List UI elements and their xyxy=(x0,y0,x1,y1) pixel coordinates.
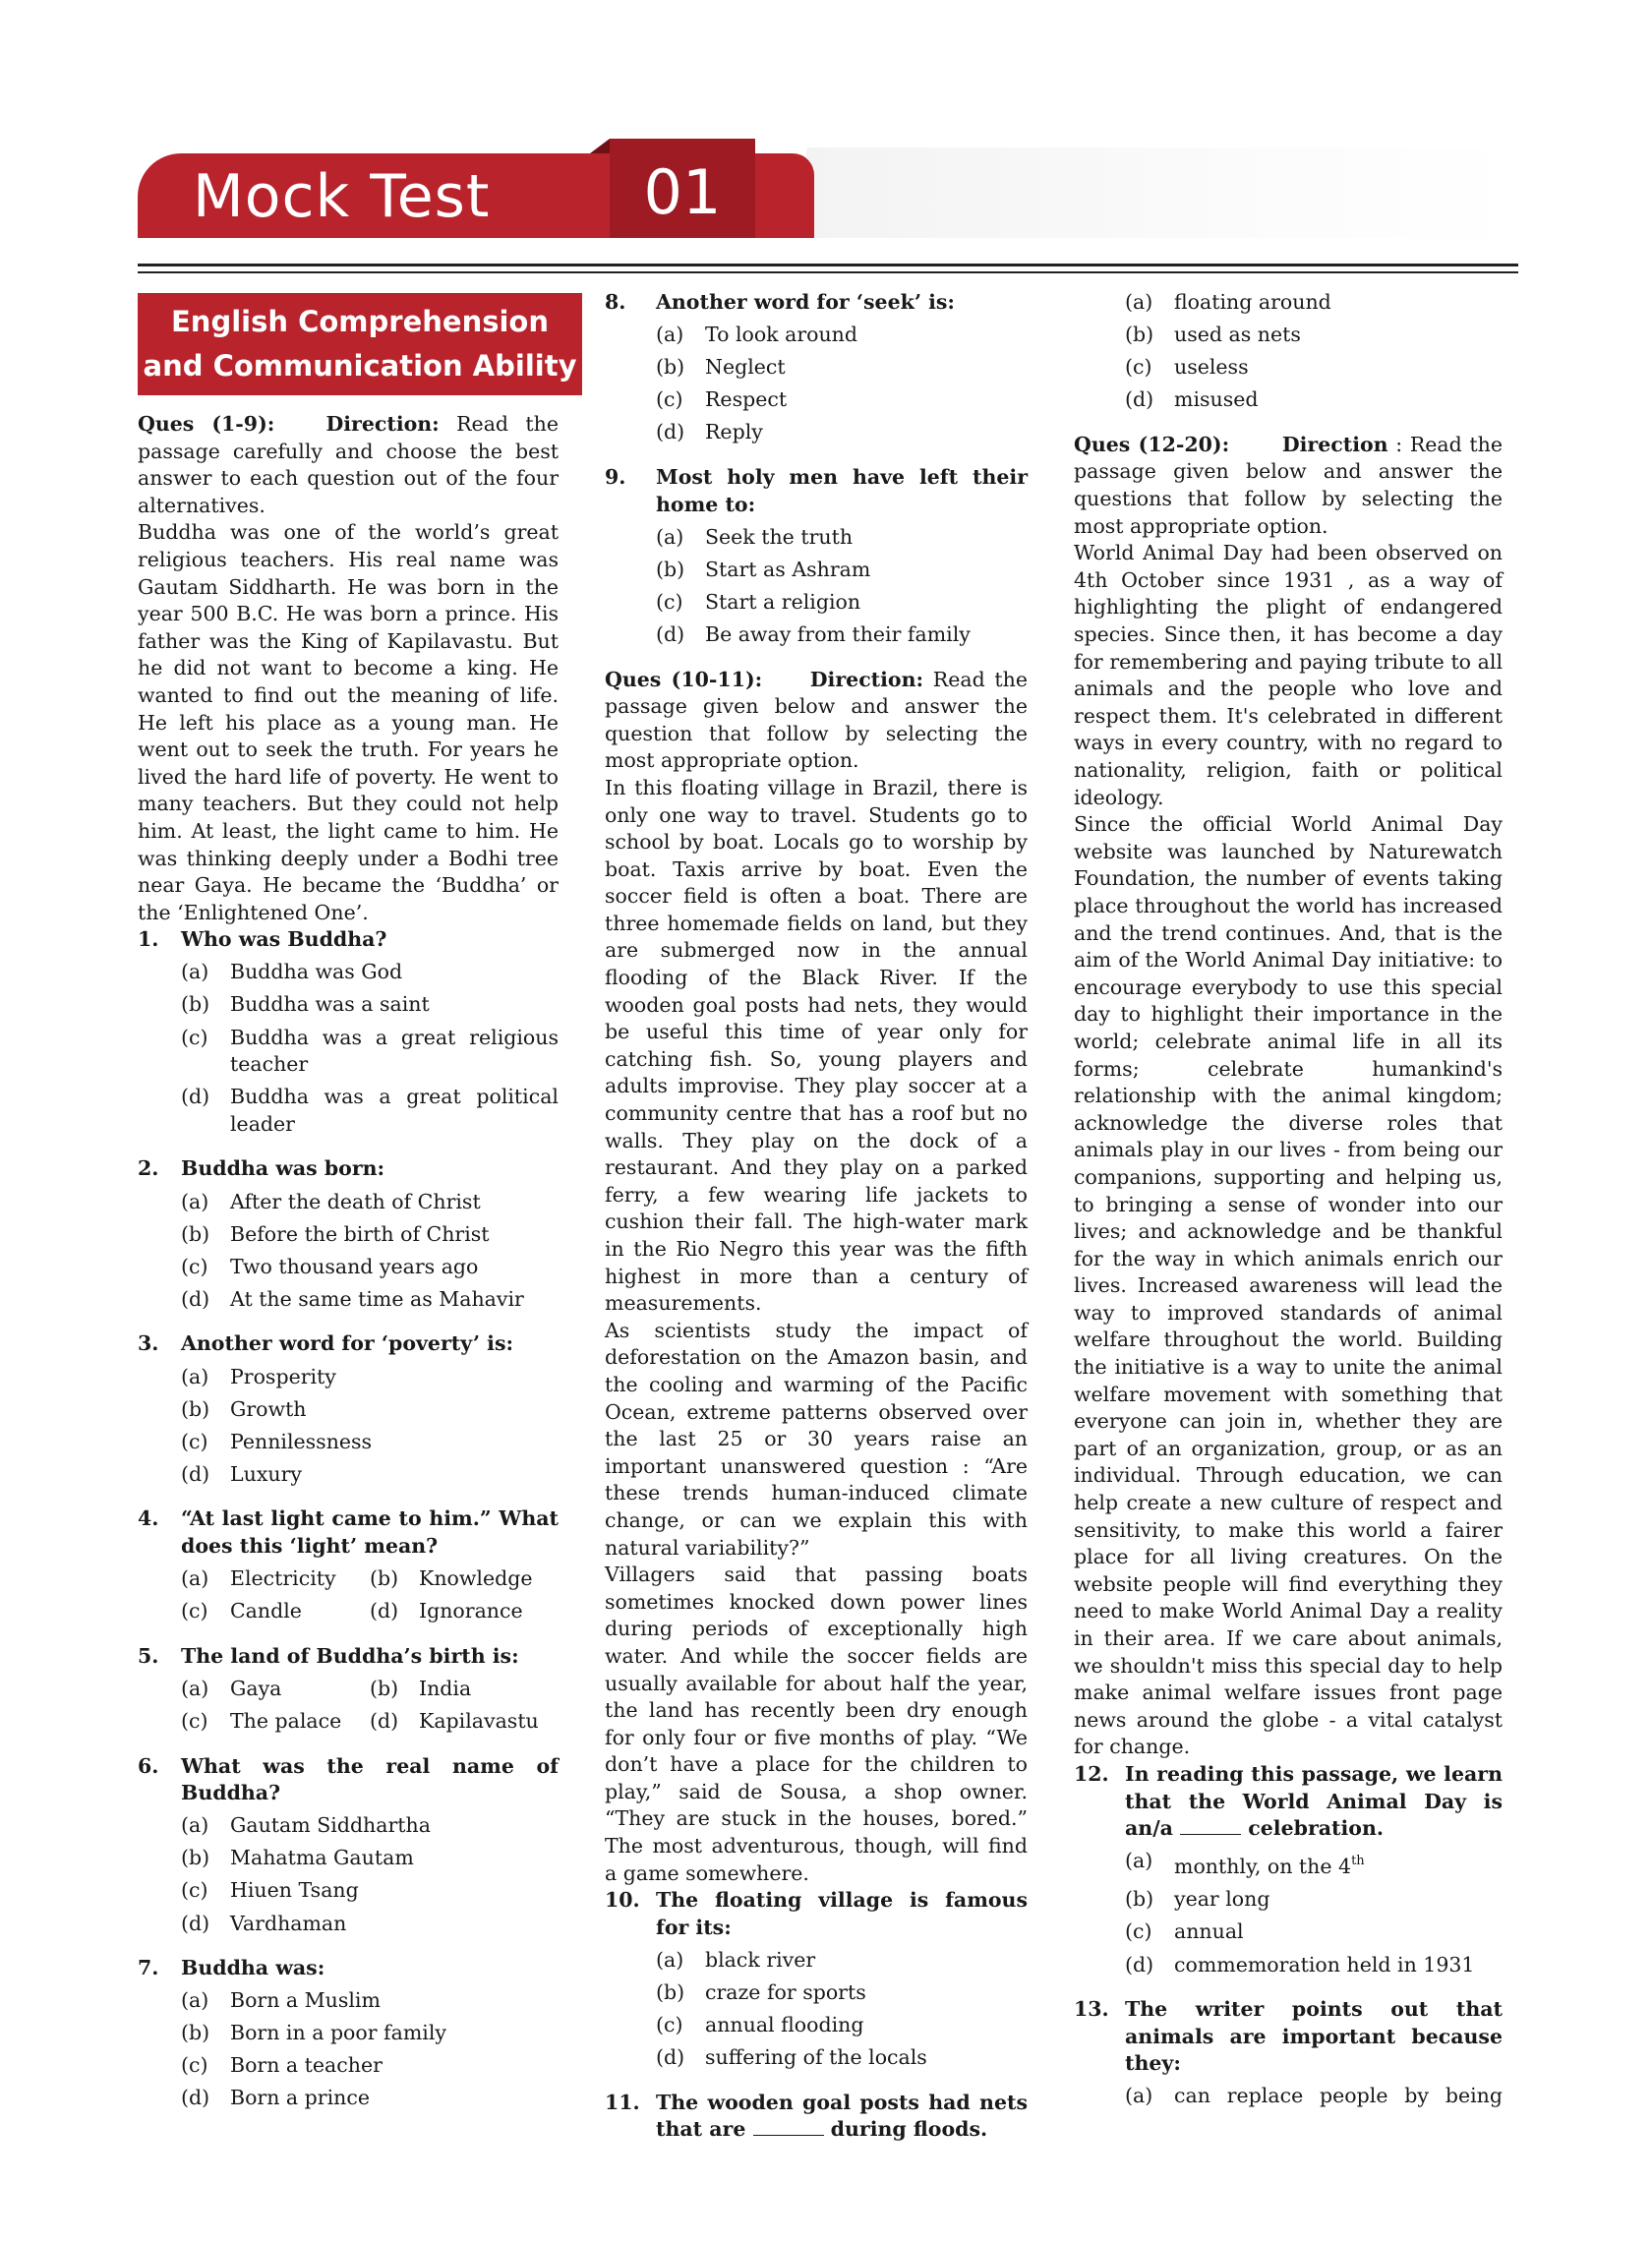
option-text: Mahatma Gautam xyxy=(230,1846,414,1870)
section-heading-line1: English Comprehension xyxy=(171,305,549,338)
option-c[interactable] xyxy=(181,1877,559,1905)
column-2 xyxy=(605,289,1028,2144)
question-text-after: celebration. xyxy=(1248,1816,1384,1841)
question-text: The land of Buddha’s birth is: xyxy=(181,1643,519,1668)
option-text: can replace people by being xyxy=(1174,2084,1503,2108)
question-8 xyxy=(605,289,1028,317)
option-b[interactable] xyxy=(181,1221,559,1249)
option-d[interactable] xyxy=(181,1461,559,1489)
option-label: (c) xyxy=(656,2013,683,2037)
option-b[interactable] xyxy=(181,1845,559,1872)
question-1-options xyxy=(181,959,559,1138)
option-label: (b) xyxy=(181,1396,210,1421)
option-text: Start as Ashram xyxy=(705,557,871,581)
spacer xyxy=(138,1937,559,1955)
question-5-options xyxy=(181,1676,559,1736)
question-4-options xyxy=(181,1565,559,1625)
option-b[interactable] xyxy=(370,1565,559,1593)
option-text: Born in a poor family xyxy=(230,2021,447,2045)
option-text: Born a teacher xyxy=(230,2053,383,2078)
option-label: (a) xyxy=(181,1566,209,1591)
option-text: used as nets xyxy=(1174,323,1301,347)
option-label: (b) xyxy=(370,1676,399,1700)
passage-3-direction xyxy=(1074,432,1503,540)
question-9 xyxy=(605,464,1028,518)
question-number: 9. xyxy=(605,464,626,489)
passage-3-paragraph-2: Since the official World Animal Day website was launched by Naturewatch Foundation, the number of events taking place throughout the world has increased and the trend continues. And, that is the aim of the World Animal Day initiative: to encourage everybody to use this special day to highlight their importance in the world; celebrate animal life in all its forms; celebrate humankind's relationship with the animal kingdom; acknowledge the diverse roles that animals play in our lives - from being our companions, supporting and helping us, to bringing a sense of wonder into our lives; and acknowledge and be thankful for the way in which animals enrich our lives. Increased awareness will lead the way to improved standards of animal welfare throughout the world. Building the initiative is a way to unite the animal welfare movement with something that everyone can join in, whether they are part of an organization, group, or as an individual. Through education, we can help create a new culture of respect and sensitivity, to make this world a fairer place for all living creatures. On the website people will find everything they need to make World Animal Day a reality in their area. If we care about animals, we shouldn't miss this special day to help make animal welfare issues front page news around the globe - a vital catalyst for change. xyxy=(1074,812,1503,1759)
option-text: annual xyxy=(1174,1919,1244,1944)
option-label: (b) xyxy=(181,2021,210,2045)
option-a[interactable] xyxy=(181,1987,559,2015)
option-text: To look around xyxy=(705,323,858,347)
header-background xyxy=(806,148,1514,238)
option-label: (d) xyxy=(656,621,685,646)
option-label: (c) xyxy=(181,1708,208,1733)
option-label: (c) xyxy=(181,1599,208,1623)
option-label: (b) xyxy=(370,1566,399,1591)
question-7-options xyxy=(181,1987,559,2112)
question-number: 4. xyxy=(138,1506,159,1531)
column-1 xyxy=(138,411,559,2112)
spacer xyxy=(1074,1978,1503,1996)
question-3-options xyxy=(181,1364,559,1489)
option-label: (c) xyxy=(656,387,683,412)
option-b[interactable] xyxy=(181,1396,559,1424)
passage-2-paragraph-2: As scientists study the impact of deforestation on the Amazon basin, and the cooling and warming of the Pacific Ocean, extreme patterns observed over the last 25 or 30 years raise an important unanswered question : “Are these trends human-induced climate change, or can we explain this with natural variability?” xyxy=(605,1318,1028,1560)
option-text: Knowledge xyxy=(419,1566,533,1591)
passage-1-text: Buddha was one of the world’s great religious teachers. His real name was Gautam Siddharth. He was born in the year 500 B.C. He was born a prince. His father was the King of Kapilavastu. But he did not want to become a king. He wanted to find out the meaning of life. He left his place as a young man. He went out to seek the truth. For years he lived the hard life of poverty. He went to many teachers. But they could not help him. At least, the light came to him. He was thinking deeply under a Bodhi tree near Gaya. He became the ‘Buddha’ or the ‘Enlightened One’. xyxy=(138,520,559,924)
option-c[interactable] xyxy=(181,2052,559,2080)
option-text: Electricity xyxy=(230,1566,336,1591)
section-heading xyxy=(138,293,582,395)
option-label: (c) xyxy=(1125,1919,1152,1944)
question-12-options xyxy=(1125,1848,1503,1978)
option-text: Be away from their family xyxy=(705,621,971,646)
option-label: (c) xyxy=(181,1429,208,1453)
option-label: (d) xyxy=(370,1708,399,1733)
option-a[interactable] xyxy=(181,1676,370,1703)
option-a[interactable] xyxy=(181,1189,559,1216)
answer-blank xyxy=(753,2121,824,2136)
banner-tab xyxy=(755,153,814,238)
spacer xyxy=(138,1736,559,1753)
question-4 xyxy=(138,1505,559,1560)
question-13 xyxy=(1074,1996,1503,2078)
option-row xyxy=(181,1676,559,1703)
passage-3-paragraph-1: World Animal Day had been observed on 4th October since 1931 , as a way of highlighting the plight of endangered species. Since then, it has become a day for remembering and paying tribute to all animals and the people who love and respect them. It's celebrated in different ways in every country, with no regard to nationality, religion, faith or political ideology. xyxy=(1074,541,1503,809)
question-2 xyxy=(138,1155,559,1183)
option-b[interactable] xyxy=(181,2020,559,2047)
question-number: 6. xyxy=(138,1753,159,1778)
option-text: craze for sports xyxy=(705,1980,866,2005)
option-label: (a) xyxy=(1125,2084,1153,2108)
header-rule-bottom xyxy=(138,271,1518,273)
option-text: At the same time as Mahavir xyxy=(230,1286,524,1311)
spacer xyxy=(605,649,1028,667)
option-a[interactable] xyxy=(1125,1848,1503,1881)
question-10 xyxy=(605,1887,1028,1941)
option-text: Prosperity xyxy=(230,1364,336,1388)
question-number: 13. xyxy=(1074,1997,1109,2022)
option-text: Buddha was a saint xyxy=(230,992,430,1017)
option-d[interactable] xyxy=(1125,1952,1503,1979)
option-row xyxy=(181,1598,559,1625)
option-text: Before the birth of Christ xyxy=(230,1221,490,1246)
page-title: Mock Test xyxy=(193,162,491,231)
option-text-main: monthly, on the 4 xyxy=(1174,1855,1352,1879)
passage-2-direction-text: Read the passage given below and answer the question that follow by selecting the most appropriate option. xyxy=(605,667,1028,773)
question-number: 8. xyxy=(605,290,626,314)
answer-blank xyxy=(1180,1820,1241,1835)
option-text: Vardhaman xyxy=(230,1911,347,1935)
option-text: Kapilavastu xyxy=(419,1708,539,1733)
spacer xyxy=(138,1138,559,1155)
question-text-before: The wooden goal posts had nets that are xyxy=(656,2090,1028,2142)
option-text: After the death of Christ xyxy=(230,1189,481,1213)
option-text: Start a religion xyxy=(705,589,861,614)
question-10-options xyxy=(656,1947,1028,2072)
option-row xyxy=(181,1565,559,1593)
option-label: (a) xyxy=(181,960,209,984)
option-a[interactable] xyxy=(181,1364,559,1391)
option-d[interactable] xyxy=(656,419,1028,446)
option-text: misused xyxy=(1174,387,1259,412)
option-label: (a) xyxy=(656,1947,684,1972)
question-text: “At last light came to him.” What does this ‘light’ mean? xyxy=(181,1506,559,1558)
header-rule-top xyxy=(138,264,1518,266)
option-c[interactable] xyxy=(656,386,1028,414)
option-d[interactable] xyxy=(181,1911,559,1938)
question-2-options xyxy=(181,1189,559,1314)
option-d[interactable] xyxy=(181,1286,559,1314)
option-text: annual flooding xyxy=(705,2013,864,2037)
option-label: (c) xyxy=(181,1878,208,1903)
question-text: The floating village is famous for its: xyxy=(656,1888,1028,1939)
option-label: (b) xyxy=(656,1980,685,2005)
option-text: Luxury xyxy=(230,1461,302,1486)
option-c[interactable] xyxy=(656,2012,1028,2039)
option-label: (a) xyxy=(1125,290,1153,314)
option-text: The palace xyxy=(230,1708,342,1733)
question-11-options xyxy=(1125,289,1503,414)
question-text: What was the real name of Buddha? xyxy=(181,1753,559,1805)
option-text: Candle xyxy=(230,1599,302,1623)
option-label: (b) xyxy=(656,355,685,380)
option-label: (b) xyxy=(181,1221,210,1246)
passage-2-paragraph-1: In this floating village in Brazil, there is only one way to travel. Students go to school by boat. Locals go to worship by boat. Taxis arrive by boat. Even the soccer field is often a boat. There are three homemade fields on land, but they are submerged now in the annual flooding of the Black River. If the wooden goal posts had nets, they would be useful this time of year only for catching fish. So, young players and adults improvise. They play soccer at a community centre that has a roof but no walls. They play on the dock of a restaurant. And they play on a parked ferry, a few wearing life jackets to cushion their fall. The high-water mark in the Rio Negro this year was the fifth highest in more than a century of measurements. xyxy=(605,775,1028,1316)
option-a[interactable] xyxy=(656,322,1028,349)
option-b[interactable] xyxy=(370,1676,559,1703)
question-text-after: during floods. xyxy=(830,2117,988,2142)
question-number: 2. xyxy=(138,1156,159,1181)
option-d[interactable] xyxy=(370,1708,559,1736)
passage-1-direction-label: Direction: xyxy=(325,412,440,436)
option-d[interactable] xyxy=(181,1084,559,1138)
question-7 xyxy=(138,1955,559,1982)
option-d[interactable] xyxy=(370,1598,559,1625)
option-b[interactable] xyxy=(181,991,559,1019)
option-text xyxy=(1174,1848,1503,1881)
option-label: (c) xyxy=(1125,355,1152,380)
spacer xyxy=(1074,414,1503,432)
option-a[interactable] xyxy=(181,1565,370,1593)
option-d[interactable] xyxy=(656,621,1028,649)
option-text: Respect xyxy=(705,387,788,412)
option-label: (d) xyxy=(181,1911,210,1935)
question-5 xyxy=(138,1643,559,1671)
option-c[interactable] xyxy=(1125,1918,1503,1946)
question-number: 11. xyxy=(605,2090,640,2114)
option-text: Ignorance xyxy=(419,1599,523,1623)
option-a[interactable] xyxy=(1125,2083,1503,2110)
question-11 xyxy=(605,2090,1028,2144)
option-label: (d) xyxy=(370,1599,399,1623)
question-1 xyxy=(138,926,559,954)
option-text: Neglect xyxy=(705,355,786,380)
question-text: Another word for ‘seek’ is: xyxy=(656,290,955,314)
option-text: useless xyxy=(1174,355,1249,380)
option-a[interactable] xyxy=(656,524,1028,552)
option-b[interactable] xyxy=(1125,1886,1503,1914)
option-text: India xyxy=(419,1676,472,1700)
question-text: Another word for ‘poverty’ is: xyxy=(181,1331,514,1356)
option-c[interactable] xyxy=(181,1025,559,1079)
option-label: (a) xyxy=(656,323,684,347)
option-d[interactable] xyxy=(1125,386,1503,414)
option-text: Gautam Siddhartha xyxy=(230,1813,431,1838)
option-c[interactable] xyxy=(656,589,1028,617)
passage-1-direction-text: Read the passage carefully and choose the best answer to each question out of the four alternatives. xyxy=(138,412,559,517)
spacer xyxy=(138,1313,559,1330)
option-label: (b) xyxy=(1125,323,1154,347)
option-label: (a) xyxy=(656,524,684,549)
option-label: (c) xyxy=(656,589,683,614)
question-text xyxy=(656,2090,1028,2144)
passage-3-label: Ques (12-20): xyxy=(1074,432,1230,456)
option-label: (d) xyxy=(656,420,685,444)
question-number: 12. xyxy=(1074,1761,1109,1786)
question-number: 1. xyxy=(138,927,159,952)
option-text: Pennilessness xyxy=(230,1429,373,1453)
section-heading-line2: and Communication Ability xyxy=(143,349,577,383)
passage-2-paragraph-3: Villagers said that passing boats sometimes knocked down power lines during periods of exceptionally high water. And while the soccer fields are usually available for about half the year, the land has recently been dry enough for only four or five months of play. “We don’t have a place for the children to play,” said de Sousa, a shop owner. “They are stuck in the houses, bored.” The most adventurous, though, will find a game somewhere. xyxy=(605,1563,1028,1885)
option-text: Buddha was a great religious teacher xyxy=(230,1025,559,1077)
option-label: (d) xyxy=(181,2086,210,2110)
question-8-options xyxy=(656,322,1028,446)
passage-3-direction-label: Direction xyxy=(1281,432,1388,456)
spacer xyxy=(138,1488,559,1505)
option-label: (d) xyxy=(1125,1952,1154,1976)
passage-2-direction-label: Direction: xyxy=(809,667,924,691)
question-9-options xyxy=(656,524,1028,649)
option-label: (c) xyxy=(181,1254,208,1278)
option-row xyxy=(181,1708,559,1736)
option-label: (a) xyxy=(181,1189,209,1213)
passage-3-direction-text: : Read the passage given below and answer the questions that follow by selecting the most appropriate option. xyxy=(1074,432,1503,538)
option-label: (a) xyxy=(181,1988,209,2013)
passage-1-label: Ques (1-9): xyxy=(138,412,275,436)
spacer xyxy=(138,1625,559,1643)
spacer xyxy=(605,2072,1028,2090)
option-c[interactable] xyxy=(181,1254,559,1281)
option-text: Buddha was a great political leader xyxy=(230,1085,559,1136)
option-superscript: th xyxy=(1351,1854,1365,1869)
option-d[interactable] xyxy=(181,2085,559,2112)
option-text: Two thousand years ago xyxy=(230,1254,479,1278)
option-c[interactable] xyxy=(1125,354,1503,382)
option-text: Hiuen Tsang xyxy=(230,1878,359,1903)
option-label: (d) xyxy=(181,1461,210,1486)
option-label: (b) xyxy=(181,992,210,1017)
option-text: black river xyxy=(705,1947,816,1972)
option-text: Seek the truth xyxy=(705,524,854,549)
option-a[interactable] xyxy=(656,1947,1028,1975)
option-a[interactable] xyxy=(1125,289,1503,317)
question-text xyxy=(1125,1761,1503,1843)
passage-2-direction xyxy=(605,667,1028,775)
option-label: (b) xyxy=(1125,1887,1154,1912)
question-number: 5. xyxy=(138,1643,159,1668)
option-label: (c) xyxy=(181,2053,208,2078)
option-text: Buddha was God xyxy=(230,960,403,984)
option-label: (b) xyxy=(656,557,685,581)
option-c[interactable] xyxy=(181,1598,370,1625)
question-number: 7. xyxy=(138,1956,159,1980)
option-label: (d) xyxy=(181,1085,210,1109)
spacer xyxy=(605,446,1028,464)
option-label: (d) xyxy=(656,2045,685,2070)
question-text: Who was Buddha? xyxy=(181,927,387,952)
passage-1-direction xyxy=(138,411,559,519)
test-number: 01 xyxy=(643,156,722,228)
option-text: Born a Muslim xyxy=(230,1988,381,2013)
question-13-options xyxy=(1125,2083,1503,2110)
passage-2-label: Ques (10-11): xyxy=(605,667,763,691)
column-3 xyxy=(1074,289,1503,2110)
option-text: Growth xyxy=(230,1396,307,1421)
option-a[interactable] xyxy=(181,959,559,986)
option-b[interactable] xyxy=(1125,322,1503,349)
question-text: Most holy men have left their home to: xyxy=(656,464,1028,516)
question-3 xyxy=(138,1330,559,1358)
option-text: Reply xyxy=(705,420,763,444)
option-label: (a) xyxy=(181,1676,209,1700)
question-6-options xyxy=(181,1812,559,1937)
question-text-before: In reading this passage, we learn that the World Animal Day is an/a xyxy=(1125,1761,1503,1841)
option-c[interactable] xyxy=(181,1429,559,1456)
option-text: Born a prince xyxy=(230,2086,370,2110)
question-text: The writer points out that animals are important because they: xyxy=(1125,1997,1503,2076)
option-label: (a) xyxy=(181,1813,209,1838)
option-a[interactable] xyxy=(181,1812,559,1840)
option-label: (a) xyxy=(1125,1849,1153,1873)
option-b[interactable] xyxy=(656,1979,1028,2007)
option-text: commemoration held in 1931 xyxy=(1174,1952,1475,1976)
option-label: (a) xyxy=(181,1364,209,1388)
option-text: floating around xyxy=(1174,290,1331,314)
option-label: (d) xyxy=(181,1286,210,1311)
option-label: (d) xyxy=(1125,387,1154,412)
question-6 xyxy=(138,1753,559,1807)
option-c[interactable] xyxy=(181,1708,370,1736)
option-b[interactable] xyxy=(656,557,1028,584)
option-text: suffering of the locals xyxy=(705,2045,927,2070)
question-12 xyxy=(1074,1761,1503,1843)
option-b[interactable] xyxy=(656,354,1028,382)
option-d[interactable] xyxy=(656,2044,1028,2072)
option-label: (c) xyxy=(181,1025,208,1049)
question-number: 10. xyxy=(605,1888,640,1913)
question-number: 3. xyxy=(138,1331,159,1356)
option-text: year long xyxy=(1174,1887,1270,1912)
option-text: Gaya xyxy=(230,1676,282,1700)
banner-fold xyxy=(590,139,610,153)
question-text: Buddha was born: xyxy=(181,1156,385,1181)
option-label: (b) xyxy=(181,1846,210,1870)
question-text: Buddha was: xyxy=(181,1956,325,1980)
